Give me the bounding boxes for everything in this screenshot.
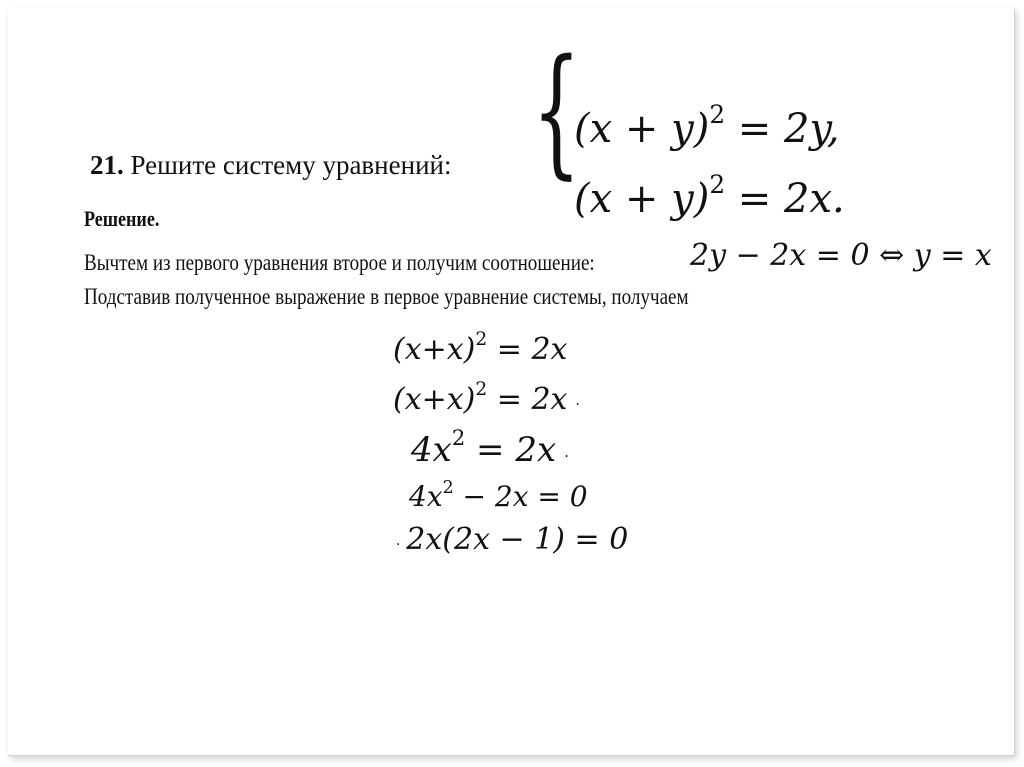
eq1-lhs: (x + y) (574, 106, 710, 152)
eq2-lhs: (x + y) (574, 176, 710, 222)
step-3 (411, 425, 570, 470)
step-3-exponent: 2 (451, 425, 466, 451)
step-3-rhs: = 2x (465, 430, 557, 470)
step-1-mark (567, 343, 575, 359)
step-1-lhs: (x+x) (393, 332, 476, 367)
solution-line-2: Подставив полученное выражение в первое уравнение системы, получаем (84, 284, 689, 309)
step-1 (393, 329, 575, 367)
step-2-mark: . (575, 393, 580, 409)
step-5-mark: . (396, 533, 401, 549)
step-1-exponent: 2 (475, 329, 488, 351)
step-4-mark (588, 491, 596, 506)
relation-formula: 2y − 2x = 0 ⇔ y = x (690, 238, 992, 273)
step-2-exponent: 2 (475, 379, 488, 401)
step-5 (396, 522, 628, 557)
step-3-mark: . (564, 443, 570, 461)
system-equation-1 (574, 100, 840, 152)
equation-system (532, 30, 845, 222)
problem-statement (90, 150, 451, 181)
eq2-rhs: = 2x. (725, 176, 845, 222)
step-2 (393, 379, 580, 417)
eq2-exponent: 2 (709, 170, 726, 200)
problem-number: 21. (90, 150, 124, 180)
problem-text: Решите систему уравнений: (130, 150, 452, 180)
step-1-rhs: = 2x (487, 332, 568, 367)
step-2-lhs: (x+x) (393, 382, 476, 417)
left-brace: { (532, 30, 581, 193)
step-5-lhs: 2x(2x − 1) = 0 (406, 522, 629, 557)
eq1-rhs: = 2y, (725, 106, 840, 152)
step-2-rhs: = 2x (487, 382, 568, 417)
step-4-lhs: 4x (409, 480, 443, 513)
solution-line-1: Вычтем из первого уравнения второе и получим соотношение: (84, 250, 595, 275)
system-equation-2 (574, 170, 845, 222)
solution-heading: Решение. (84, 206, 160, 231)
step-4 (409, 477, 596, 513)
step-3-lhs: 4x (411, 430, 452, 470)
step-4-exponent: 2 (442, 477, 454, 498)
step-4-rhs: − 2x = 0 (453, 480, 588, 513)
eq1-exponent: 2 (709, 100, 726, 130)
